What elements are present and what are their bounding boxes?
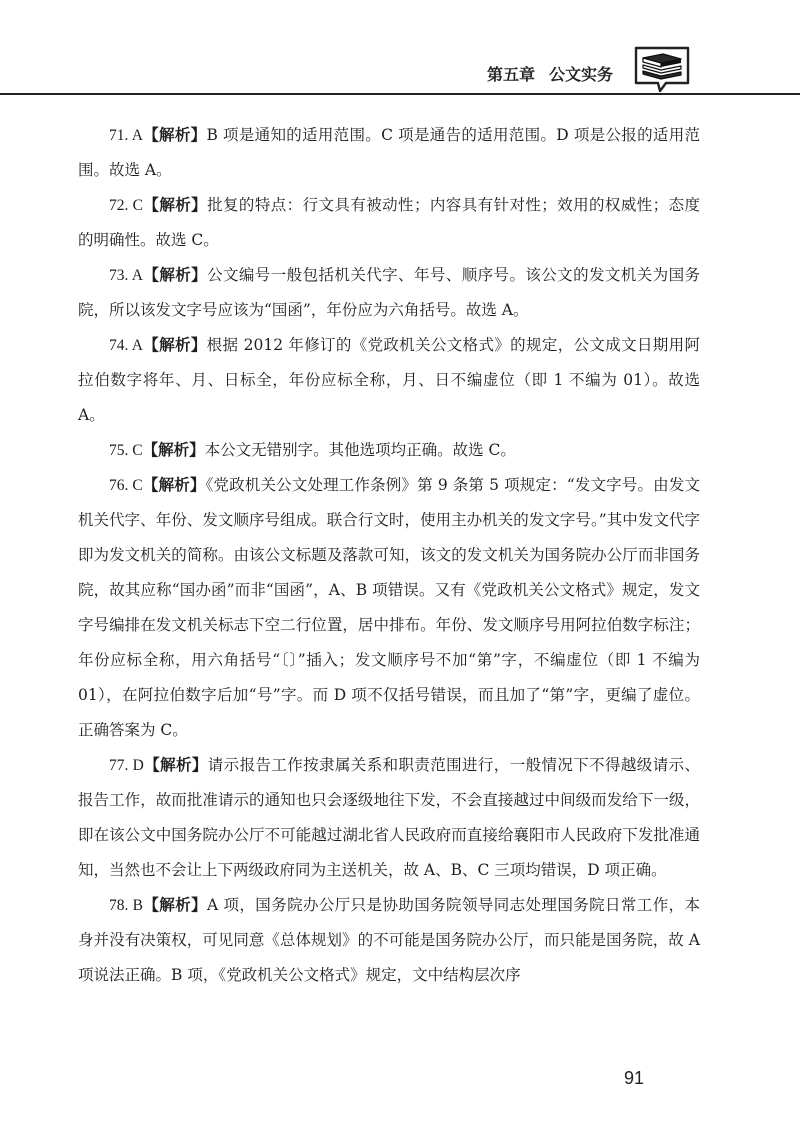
question-number: 75. C: [109, 442, 143, 459]
answer-paragraph: [78, 468, 700, 748]
answer-text: 本公文无错别字。其他选项均正确。故选 C。: [204, 441, 516, 459]
running-header: [487, 62, 613, 85]
analysis-tag: 【解析】: [143, 896, 207, 914]
answer-paragraph: [78, 258, 700, 328]
answer-paragraph: [78, 118, 700, 188]
answer-text: B 项是通知的适用范围。C 项是通告的适用范围。D 项是公报的适用范围。故选 A。: [78, 126, 700, 179]
question-number: 73. A: [109, 267, 144, 284]
answer-text: 根据 2012 年修订的《党政机关公文格式》的规定，公文成文日期用阿拉伯数字将年、月、日标全，年份应标全称，月、日不编虚位（即 1 不编为 01）。故选 A。: [78, 336, 700, 424]
answer-paragraph: [78, 888, 700, 993]
question-number: 72. C: [109, 197, 144, 214]
answer-paragraph: [78, 748, 700, 888]
header-divider: [0, 93, 800, 95]
answer-paragraph: [78, 188, 700, 258]
chapter-title: 公文实务: [549, 65, 614, 84]
book-stack-icon: [632, 43, 692, 97]
analysis-tag: 【解析】: [142, 476, 206, 494]
answer-text: 批复的特点：行文具有被动性；内容具有针对性；效用的权威性；态度的明确性。故选 C。: [78, 196, 700, 249]
question-number: 77. D: [109, 757, 144, 774]
question-number: 76. C: [109, 477, 143, 494]
analysis-tag: 【解析】: [142, 441, 205, 459]
analysis-tag: 【解析】: [143, 266, 208, 284]
page-number: 91: [624, 1068, 645, 1088]
chapter-label: 第五章: [487, 65, 536, 84]
question-number: 71. A: [109, 127, 143, 144]
answer-paragraph: [78, 328, 700, 433]
analysis-tag: 【解析】: [143, 196, 208, 214]
analysis-tag: 【解析】: [142, 336, 207, 354]
question-number: 74. A: [109, 337, 143, 354]
question-number: 78. B: [109, 897, 143, 914]
analysis-tag: 【解析】: [143, 756, 208, 774]
answer-text: A 项，国务院办公厅只是协助国务院领导同志处理国务院日常工作，本身并没有决策权，可见同意《总体规划》的不可能是国务院办公厅，而只能是国务院，故 A 项说法正确。B 项，《党政机关公文格式》规定，文中结构层次序: [78, 896, 700, 984]
answer-text: 公文编号一般包括机关代字、年号、顺序号。该公文的发文机关为国务院，所以该发文字号应该为“国函”，年份应为六角括号。故选 A。: [78, 266, 700, 319]
answer-text: 《党政机关公文处理工作条例》第 9 条第 5 项规定：“发文字号。由发文机关代字、年份、发文顺序号组成。联合行文时，使用主办机关的发文字号。”其中发文代字即为发文机关的简称。由该公文标题及落款可知，该文的发文机关为国务院办公厅而非国务院，故其应称“国办函”而非“国函”，A、B 项错误。又有《党政机关公文格式》规定，发文字号编排在发文机关标志下空二行位置，居中排布。年份、发文顺序号用阿拉伯数字标注；年份应标全称，用六角括号“〔〕”插入；发文顺序号不加“第”字，不编虚位（即 1 不编为 01），在阿拉伯数字后加“号”字。而 D 项不仅括号错误，而且加了“第”字，更编了虚位。正确答案为 C。: [78, 476, 700, 739]
analysis-tag: 【解析】: [142, 126, 207, 144]
answer-list: [78, 118, 700, 993]
answer-text: 请示报告工作按隶属关系和职责范围进行，一般情况下不得越级请示、报告工作，故而批准请示的通知也只会逐级地往下发，不会直接越过中间级而发给下一级，即在该公文中国务院办公厅不可能越过湖北省人民政府而直接给襄阳市人民政府下发批准通知，当然也不会让上下两级政府同为主送机关，故 A、B、C 三项均错误，D 项正确。: [78, 756, 700, 879]
answer-paragraph: [78, 433, 700, 468]
